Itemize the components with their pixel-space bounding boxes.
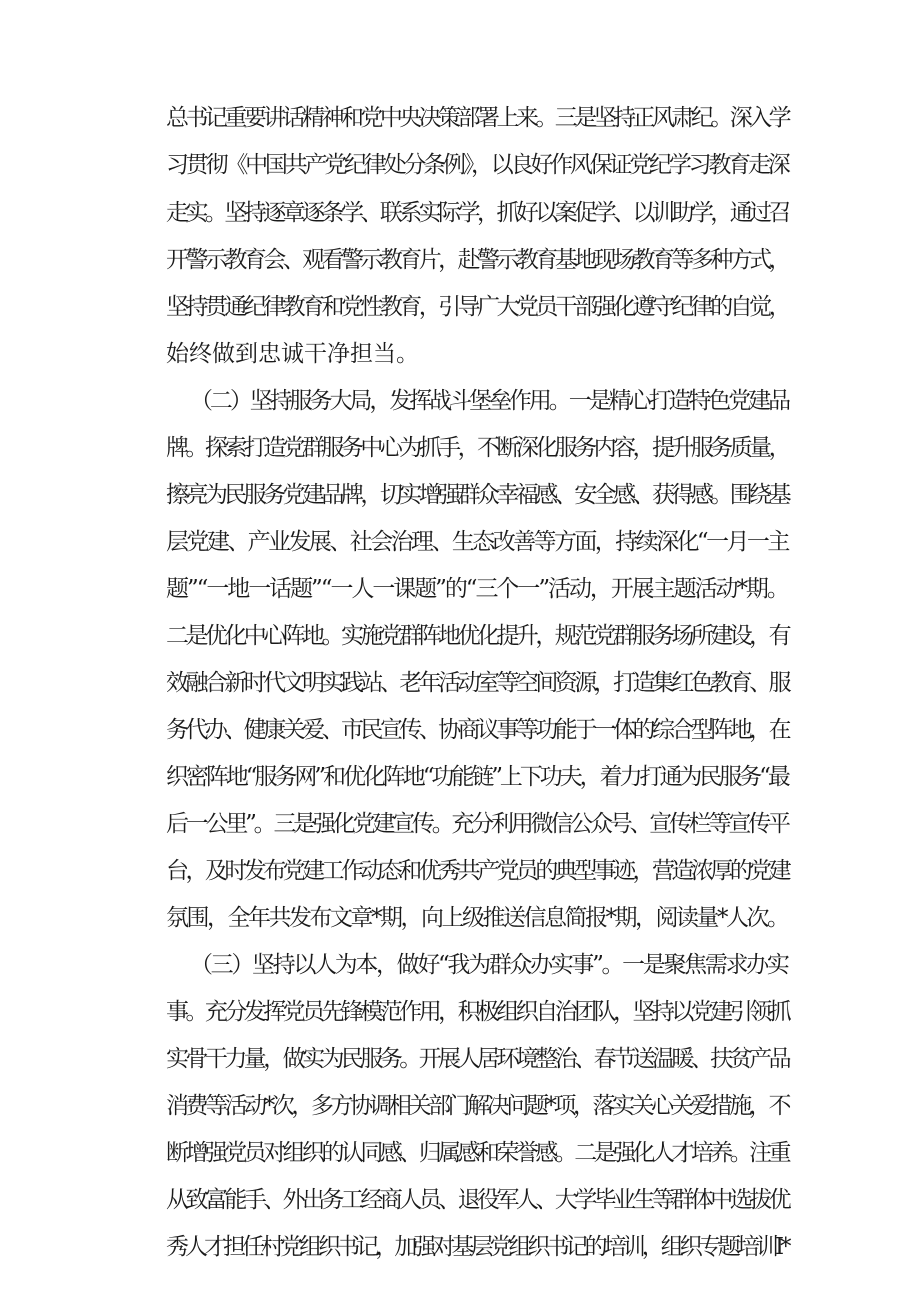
text-line: 秀人才担任村党组织书记，加强对基层党组织书记的培训，组织专题培训I* [166,1234,788,1260]
text-line: 后一公里”。三是强化党建宣传。充分利用微信公众号、宣传栏等宣传平 [166,811,788,837]
text-line: 层党建、产业发展、社会治理、生态改善等方面，持续深化“一月一主 [166,529,788,555]
text-line: 题”“一地一话题”“一人一课题”的“三个一”活动，开展主题活动*期。 [166,576,788,602]
text-line: 二是优化中心阵地。实施党群阵地优化提升，规范党群服务场所建设，有 [166,623,788,649]
text-line: 走实。坚持逐章逐条学、联系实际学，抓好以案促学、以训助学，通过召 [166,200,788,226]
section-heading-2: （二）坚持服务大局，发挥战斗堡垒作用。一是精心打造特色党建品 [190,388,788,414]
text-line: 总书记重要讲话精神和党中央决策部署上来。三是坚持正风肃纪。深入学 [166,105,788,131]
text-line: 氛围，全年共发布文章*期，向上级推送信息简报*期，阅读量*人次。 [166,905,788,931]
text-line: 台，及时发布党建工作动态和优秀共产党员的典型事迹，营造浓厚的党建 [166,858,788,884]
text-line: 务代办、健康关爱、市民宣传、协商议事等功能于一体的综合型阵地，在 [166,717,788,743]
text-line: 习贯彻《中国共产党纪律处分条例》，以良好作风保证党纪学习教育走深 [166,152,788,178]
text-line: 坚持贯通纪律教育和党性教育，引导广大党员干部强化遵守纪律的自觉， [166,294,788,320]
text-line: 断增强党员对组织的认同感、归属感和荣誉感。二是强化人才培养。注重 [166,1140,788,1166]
section-heading-3: （三）坚持以人为本，做好“我为群众办实事”。一是聚焦需求办实 [190,952,788,978]
text-line: 开警示教育会、观看警示教育片，赴警示教育基地现场教育等多种方式， [166,247,788,273]
text-line: 擦亮为民服务党建品牌，切实增强群众幸福感、安全感、获得感。围绕基 [166,482,788,508]
text-line: 实骨干力量，做实为民服务。开展人居环境整治、春节送温暖、扶贫产品 [166,1046,788,1072]
text-line: 消费等活动*次，多方协调相关部门解决问题*项，落实关心关爱措施，不 [166,1093,789,1119]
text-line: 牌。探索打造党群服务中心为抓手，不断深化服务内容，提升服务质量， [166,435,788,461]
text-line: 事。充分发挥党员先锋模范作用，积极组织自治团队，坚持以党建引领抓 [166,999,788,1025]
text-line: 从致富能手、外出务工经商人员、退役军人、大学毕业生等群体中选拔优 [166,1187,788,1213]
text-line: 织密阵地“服务网”和优化阵地“功能链”上下功夫，着力打通为民服务“最 [166,764,788,790]
text-line: 始终做到忠诚干净担当。 [166,341,419,367]
text-line: 效融合新时代文明实践站、老年活动室等空间资源，打造集红色教育、服 [166,670,788,696]
